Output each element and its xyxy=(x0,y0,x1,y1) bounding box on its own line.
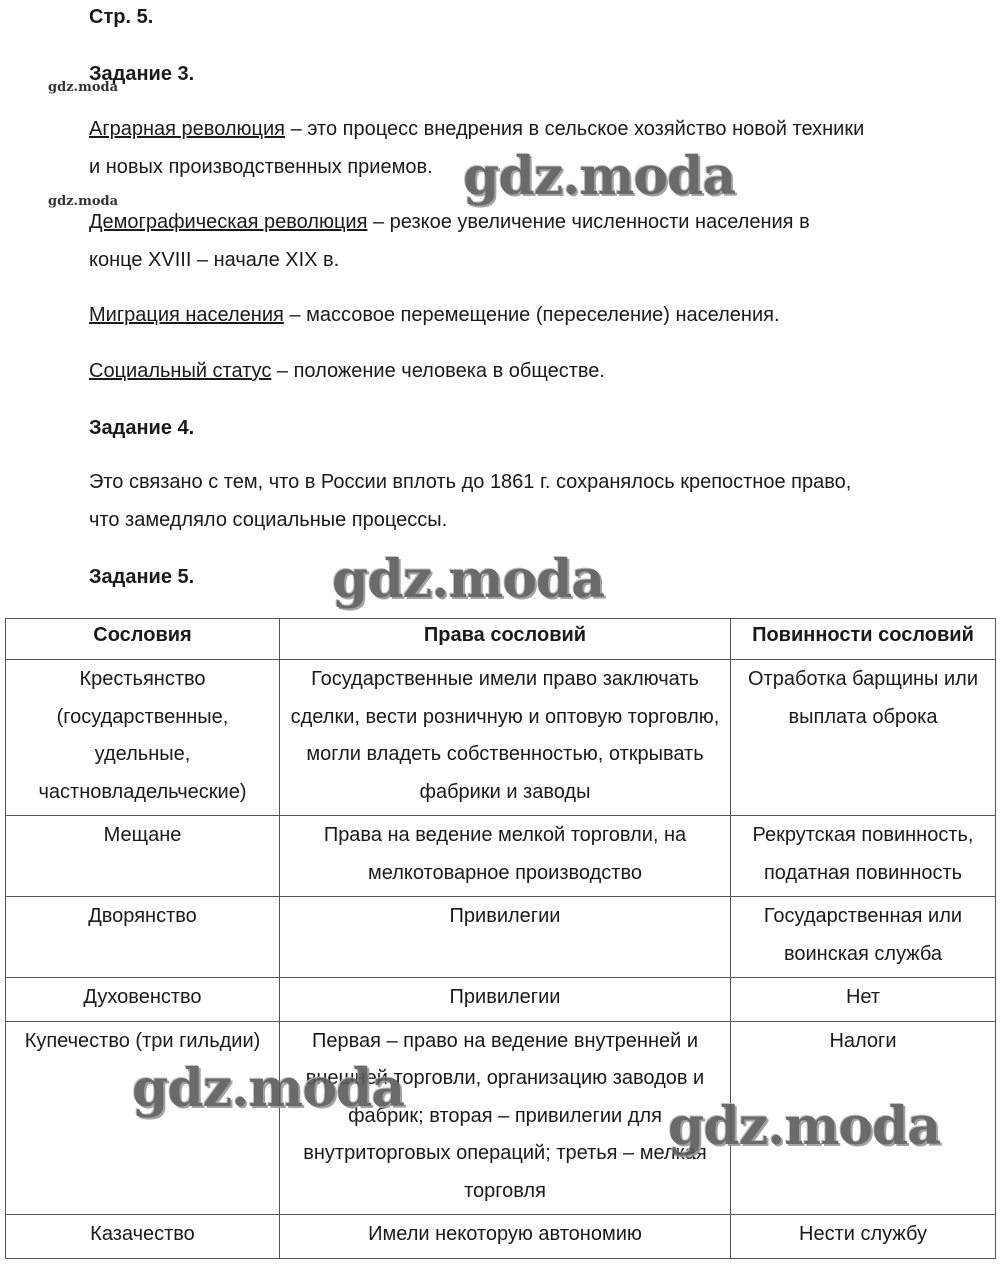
table-cell: Налоги xyxy=(731,1021,996,1215)
table-cell: Имели некоторую автономию xyxy=(280,1215,731,1259)
table-cell: Казачество xyxy=(6,1215,280,1259)
table-cell: Рекрутская повинность, податная повинность xyxy=(731,816,996,897)
table-cell: Дворянство xyxy=(6,897,280,978)
definition-agrarian: Аграрная революция – это процесс внедрения в сельское хозяйство новой техники и новых производственных приемов. xyxy=(89,118,865,178)
definition-migration: Миграция населения – массовое перемещение (переселение) населения. xyxy=(89,304,780,326)
definition-status: Социальный статус – положение человека в обществе. xyxy=(89,360,605,382)
page-label: Стр. 5. xyxy=(89,6,154,28)
table-row xyxy=(6,660,996,816)
task3-heading: Задание 3. xyxy=(89,63,195,85)
table-cell: Духовенство xyxy=(6,978,280,1022)
table-cell: Крестьянство (государственные, удельные, частновладельческие) xyxy=(6,660,280,816)
task5-heading: Задание 5. xyxy=(89,566,195,588)
table-cell: Первая – право на ведение внутренней и внешней торговли, организацию заводов и фабрик; вторая – привилегии для внутриторговых операций; третья – мелкая торговля xyxy=(280,1021,731,1215)
table-cell: Права на ведение мелкой торговли, на мелкотоварное производство xyxy=(280,816,731,897)
term-agrarian: Аграрная революция xyxy=(89,118,286,140)
term-status: Социальный статус xyxy=(89,360,272,382)
task4-heading: Задание 4. xyxy=(89,417,195,439)
table-cell: Отработка барщины или выплата оброка xyxy=(731,660,996,816)
column-header: Права сословий xyxy=(280,619,731,660)
table-cell: Привилегии xyxy=(280,978,731,1022)
table-cell: Привилегии xyxy=(280,897,731,978)
term-migration: Миграция населения xyxy=(89,304,284,326)
table-row xyxy=(6,1215,996,1259)
watermark-large: gdz.moda xyxy=(668,1096,941,1157)
table-cell: Купечество (три гильдии) xyxy=(6,1021,280,1215)
table-row xyxy=(6,816,996,897)
task4-answer: Это связано с тем, что в России вплоть до 1861 г. сохранялось крепостное право, что замедляло социальные процессы. xyxy=(89,471,852,531)
column-header: Повинности сословий xyxy=(731,619,996,660)
watermark-large: gdz.moda xyxy=(332,549,605,610)
column-header: Сословия xyxy=(6,619,280,660)
table-cell: Нести службу xyxy=(731,1215,996,1259)
watermark-small: gdz.moda xyxy=(48,80,119,95)
watermark-small: gdz.moda xyxy=(48,194,119,209)
watermark-large: gdz.moda xyxy=(132,1058,405,1119)
table-cell: Государственные имели право заключать сделки, вести розничную и оптовую торговлю, могли владеть собственностью, открывать фабрики и заводы xyxy=(280,660,731,816)
table-cell: Мещане xyxy=(6,816,280,897)
table-row xyxy=(6,897,996,978)
table-cell: Государственная или воинская служба xyxy=(731,897,996,978)
definition-demographic: Демографическая революция – резкое увеличение численности населения в конце XVIII – начале XIX в. xyxy=(89,211,810,271)
estates-table xyxy=(5,618,996,1259)
term-demographic: Демографическая революция xyxy=(89,211,368,233)
table-cell: Нет xyxy=(731,978,996,1022)
table-row xyxy=(6,978,996,1022)
watermark-large: gdz.moda xyxy=(463,146,736,207)
table-header-row xyxy=(6,619,996,660)
